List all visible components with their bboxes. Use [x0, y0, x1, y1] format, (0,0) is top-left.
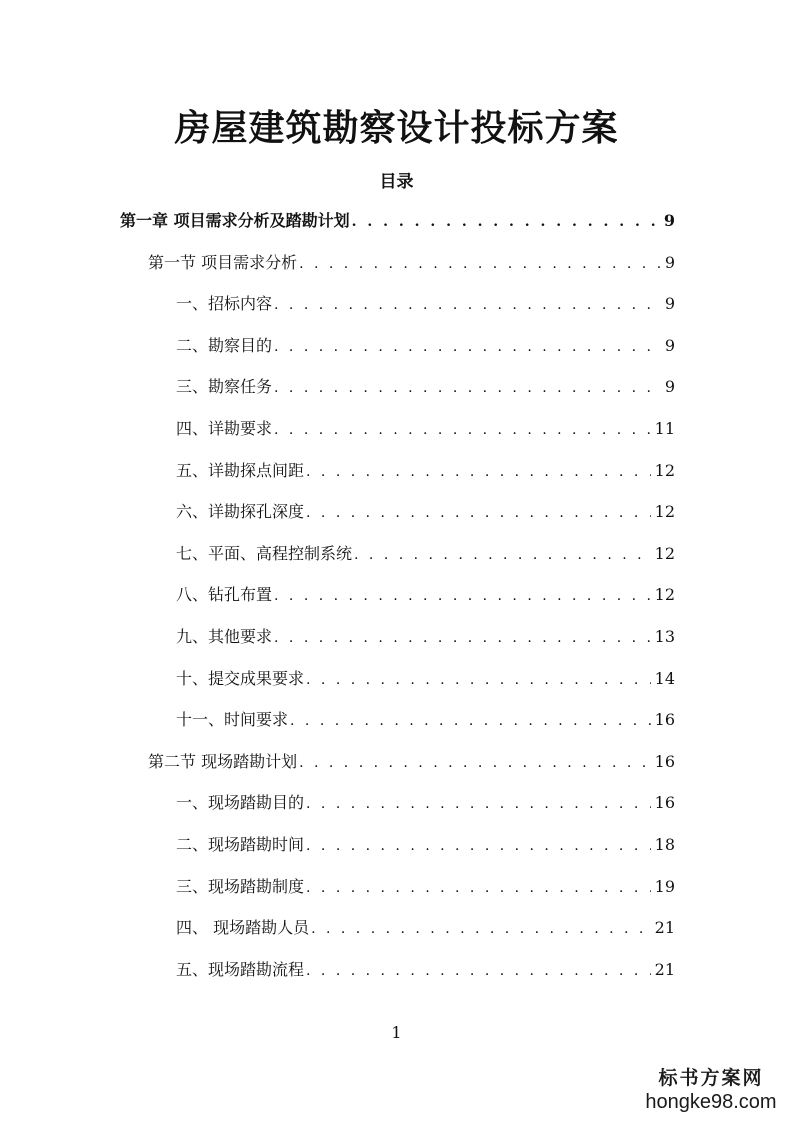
toc-entry[interactable]	[176, 292, 675, 316]
toc-entry-title: 九、其他要求	[176, 627, 273, 646]
toc-entry-page: 9	[664, 377, 675, 397]
toc-entry[interactable]	[176, 334, 675, 358]
toc-entry-title: 五、现场踏勘流程	[176, 959, 305, 979]
toc-entry-page: 9	[664, 294, 675, 314]
toc-entry-page: 19	[654, 876, 675, 896]
page-number: 1	[391, 1023, 402, 1042]
toc-leader-dots	[274, 376, 661, 400]
toc-entry-title: 三、勘察任务	[176, 377, 273, 397]
toc-entry[interactable]	[176, 625, 675, 649]
toc-entry-title: 二、勘察目的	[176, 335, 273, 355]
toc-entry-title: 第一章 项目需求分析及踏勘计划	[120, 211, 350, 230]
toc-entry[interactable]	[176, 791, 675, 815]
toc-entry-title: 六、详勘探孔深度	[176, 502, 305, 522]
toc-entry-page: 16	[654, 793, 675, 813]
toc-entry-page: 16	[654, 751, 675, 771]
toc-entry-page: 9	[663, 211, 675, 230]
toc-leader-dots	[306, 959, 651, 983]
toc-entry[interactable]	[176, 875, 675, 899]
toc-leader-dots	[306, 668, 651, 692]
toc-leader-dots	[274, 335, 661, 359]
toc-entry-page: 21	[654, 918, 675, 938]
toc-entry-page: 12	[654, 585, 675, 605]
toc-entry-page: 12	[654, 543, 675, 563]
toc-leader-dots	[352, 210, 660, 234]
toc-entry-title: 十、提交成果要求	[176, 668, 305, 688]
toc-leader-dots	[290, 709, 651, 733]
watermark-text-url: hongke98.com	[645, 1091, 777, 1113]
toc-heading: 目录	[379, 172, 414, 192]
toc-entry[interactable]	[176, 375, 675, 399]
toc-leader-dots	[354, 543, 651, 567]
toc-entry-title: 五、详勘探点间距	[176, 460, 305, 480]
toc-entry[interactable]	[176, 542, 675, 566]
toc-entry-title: 八、钻孔布置	[176, 585, 273, 605]
watermark-text-cn: 标书方案网	[658, 1067, 764, 1089]
toc-leader-dots	[306, 460, 651, 484]
toc-entry-title: 十一、时间要求	[176, 710, 289, 730]
toc-leader-dots	[274, 418, 651, 442]
toc-leader-dots	[299, 252, 661, 276]
toc-entry-title: 三、现场踏勘制度	[176, 876, 305, 896]
document-title: 房屋建筑勘察设计投标方案	[174, 107, 619, 149]
toc-entry-page: 16	[654, 710, 675, 730]
toc-entry[interactable]	[176, 417, 675, 441]
toc-entry-page: 12	[654, 460, 675, 480]
toc-entry-title: 四、详勘要求	[176, 419, 273, 438]
toc-entry[interactable]	[176, 708, 675, 732]
toc-entry[interactable]	[176, 833, 675, 857]
toc-entry[interactable]	[176, 958, 675, 982]
watermark-logo	[641, 1066, 781, 1114]
toc-entry-title: 四、 现场踏勘人员	[176, 918, 310, 938]
toc-entry-title: 第二节 现场踏勘计划	[148, 751, 298, 771]
toc-entry-title: 一、现场踏勘目的	[176, 793, 305, 813]
toc-entry-page: 11	[654, 419, 675, 438]
toc-entry-title: 二、现场踏勘时间	[176, 835, 305, 854]
toc-entry-page: 18	[654, 835, 675, 854]
toc-entry[interactable]	[148, 750, 675, 774]
toc-leader-dots	[306, 876, 651, 900]
toc-leader-dots	[306, 792, 651, 816]
toc-entry-page: 21	[654, 959, 675, 979]
toc-entry[interactable]	[148, 251, 675, 275]
toc-entry[interactable]	[176, 583, 675, 607]
toc-entry-page: 9	[664, 252, 675, 272]
toc-entry[interactable]	[120, 209, 675, 233]
toc-leader-dots	[306, 834, 651, 858]
toc-leader-dots	[274, 584, 651, 608]
toc-entry-page: 9	[664, 335, 675, 355]
toc-leader-dots	[274, 626, 651, 650]
toc-leader-dots	[299, 751, 651, 775]
toc-entry-page: 13	[654, 627, 675, 646]
toc-leader-dots	[306, 501, 651, 525]
toc-entry-title: 第一节 项目需求分析	[148, 252, 298, 272]
toc-leader-dots	[311, 917, 651, 941]
toc-leader-dots	[274, 293, 661, 317]
toc-entry-page: 12	[654, 502, 675, 522]
toc-entry-title: 一、招标内容	[176, 294, 273, 314]
toc-entry-title: 七、平面、高程控制系统	[176, 543, 353, 563]
toc-entry[interactable]	[176, 500, 675, 524]
toc-entry[interactable]	[176, 459, 675, 483]
toc-entry[interactable]	[176, 667, 675, 691]
toc-entry[interactable]	[176, 916, 675, 940]
toc-entry-page: 14	[654, 668, 675, 688]
